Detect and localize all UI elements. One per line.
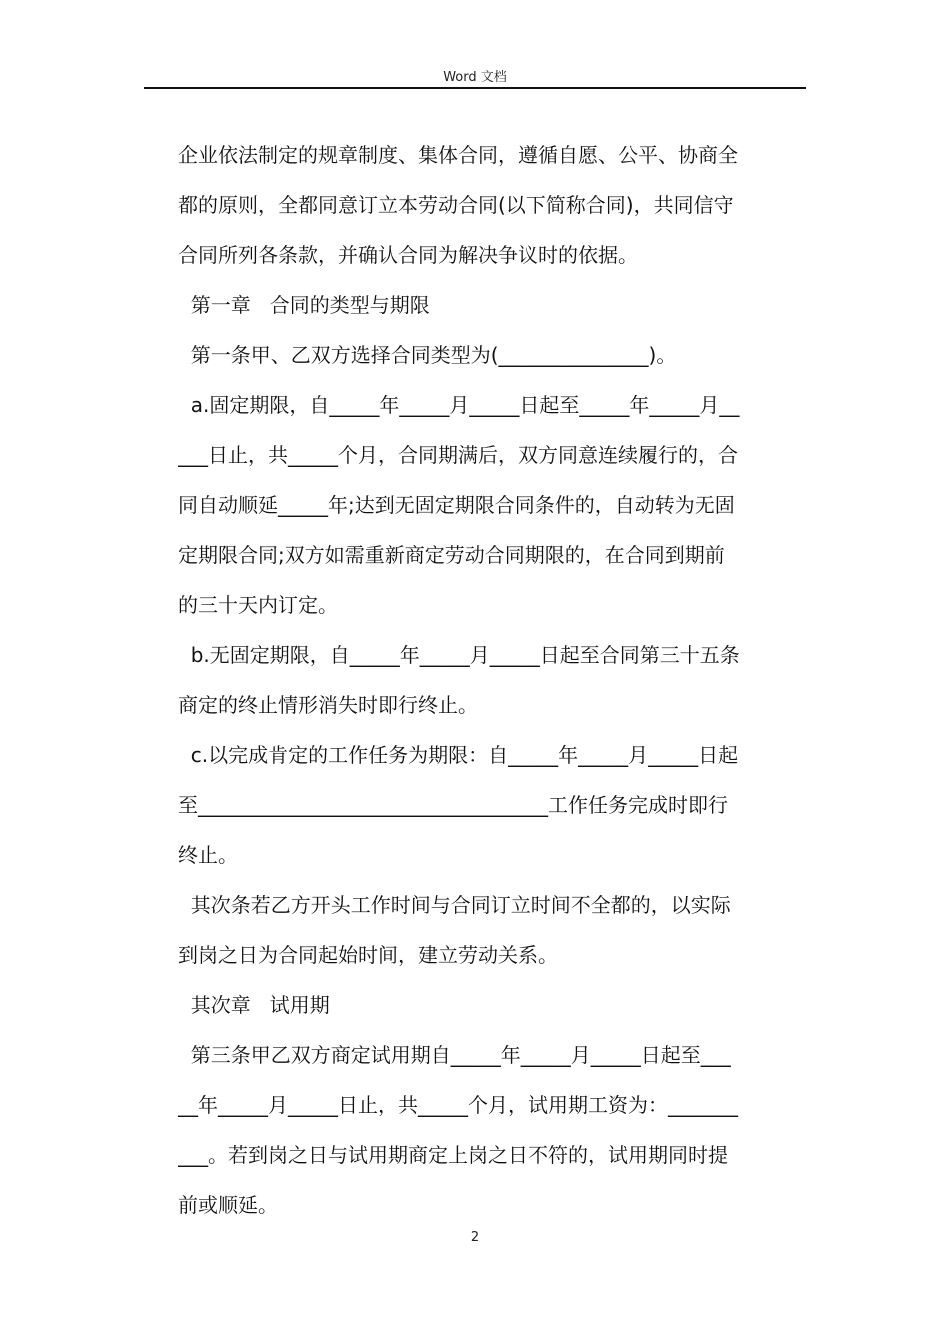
header-divider: [144, 87, 806, 89]
text-line: 终止。: [178, 843, 238, 867]
text-line: 商定的终止情形消失时即行终止。: [178, 693, 478, 717]
text-line: 其次条若乙方开头工作时间与合同订立时间不全都的，以实际: [178, 893, 731, 917]
chapter-heading: 第一章 合同的类型与期限: [178, 293, 430, 317]
text-line: c.以完成肯定的工作任务为期限：自_____年_____月_____日起: [178, 743, 739, 767]
page-header: Word 文档: [443, 70, 507, 85]
text-line: 企业依法制定的规章制度、集体合同，遵循自愿、公平、协商全: [178, 143, 738, 167]
chapter-heading: 其次章 试用期: [178, 993, 330, 1017]
text-line: ___。若到岗之日与试用期商定上岗之日不符的，试用期同时提: [178, 1143, 728, 1167]
document-body: [178, 130, 804, 1230]
text-line: 第三条甲乙双方商定试用期自_____年_____月_____日起至___: [178, 1043, 731, 1067]
page-number: 2: [470, 1230, 480, 1245]
text-line: b.无固定期限，自_____年_____月_____日起至合同第三十五条: [178, 643, 740, 667]
text-line: 至___________________________________工作任务完成时即行: [178, 793, 728, 817]
text-line: 合同所列各条款，并确认合同为解决争议时的依据。: [178, 243, 638, 267]
text-line: 第一条甲、乙双方选择合同类型为(_______________)。: [178, 343, 677, 367]
text-line: ___日止，共_____个月，合同期满后，双方同意连续履行的，合: [178, 443, 738, 467]
text-line: a.固定期限，自_____年_____月_____日起至_____年_____月__: [178, 393, 740, 417]
text-line: 前或顺延。: [178, 1193, 278, 1217]
text-line: 同自动顺延_____年;达到无固定期限合同条件的，自动转为无固: [178, 493, 735, 517]
text-line: 到岗之日为合同起始时间，建立劳动关系。: [178, 943, 558, 967]
text-line: __年_____月_____日止，共_____个月，试用期工资为：_______: [178, 1093, 738, 1117]
text-line: 都的原则，全都同意订立本劳动合同(以下简称合同)，共同信守: [178, 193, 734, 217]
text-line: 定期限合同;双方如需重新商定劳动合同期限的，在合同到期前: [178, 543, 725, 567]
text-line: 的三十天内订定。: [178, 593, 338, 617]
